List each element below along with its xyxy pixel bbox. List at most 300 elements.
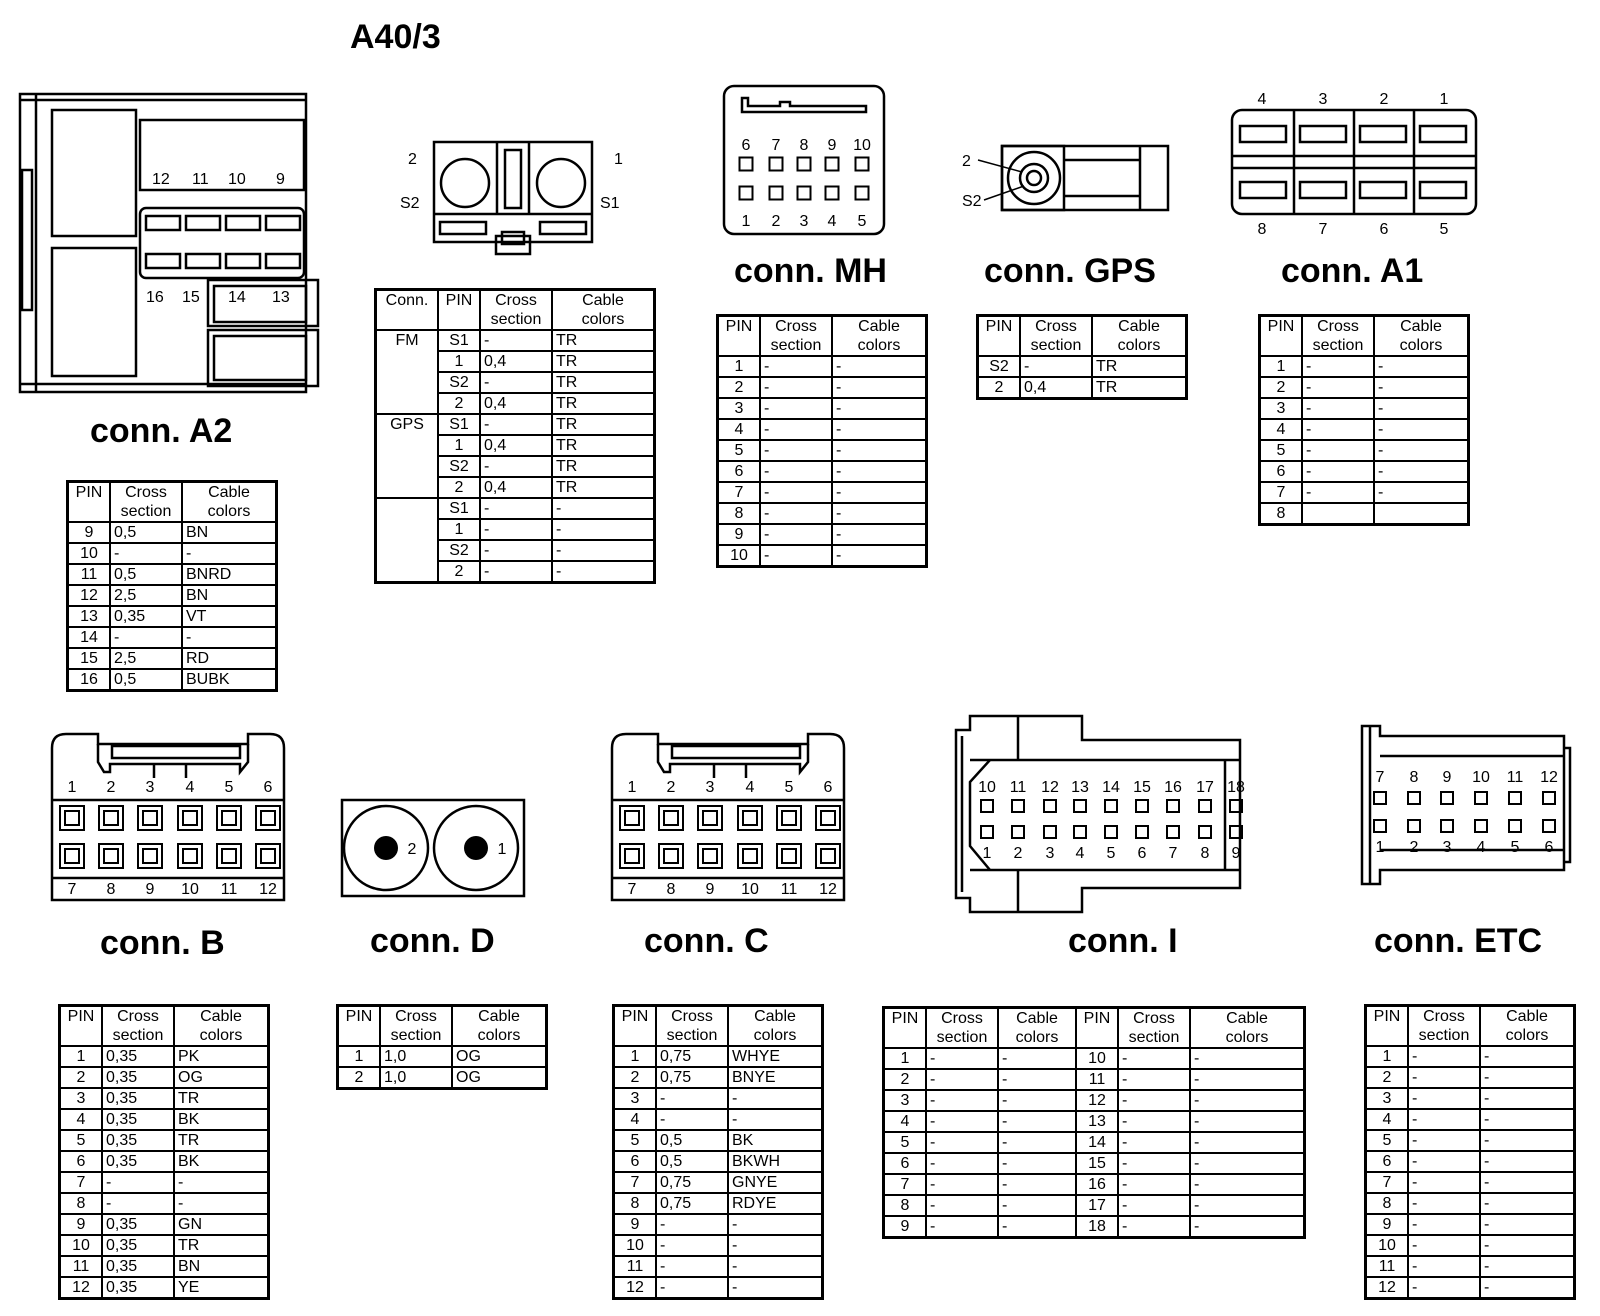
pin-cell: 2 <box>718 377 761 398</box>
cross-section-cell: - <box>1118 1195 1190 1216</box>
cable-color-cell: - <box>1480 1214 1575 1235</box>
cable-color-cell: RDYE <box>728 1193 823 1214</box>
cross-section-cell: 0,35 <box>102 1109 174 1130</box>
cable-color-cell: - <box>1480 1235 1575 1256</box>
cable-color-cell: - <box>728 1109 823 1130</box>
mh-pin-label: 1 <box>741 213 751 230</box>
i-pin-label: 7 <box>1168 845 1178 862</box>
cable-color-cell: PK <box>174 1046 269 1067</box>
pin-cell: 1 <box>884 1048 927 1069</box>
pin-cell: S2 <box>978 356 1021 377</box>
cross-section-cell: 0,75 <box>656 1046 728 1067</box>
b-pin-icon <box>183 811 197 825</box>
header-pin: PIN <box>884 1008 927 1049</box>
b-pin-icon <box>183 849 197 863</box>
pin-cell: 9 <box>718 524 761 545</box>
header-cross: Cross section <box>102 1006 174 1047</box>
c-pin-icon <box>777 806 801 830</box>
pin-cell: 3 <box>718 398 761 419</box>
cable-color-cell: - <box>832 503 927 524</box>
etc-pin-icon <box>1374 792 1386 804</box>
header-cable: Cable colors <box>552 290 655 331</box>
cable-color-cell: - <box>1190 1048 1305 1069</box>
cable-color-cell: - <box>998 1216 1076 1238</box>
cross-section-cell: - <box>760 356 832 377</box>
conn-d-pin-1-icon <box>464 836 488 860</box>
pin-cell: 16 <box>1076 1174 1118 1195</box>
b-pin-icon <box>65 811 79 825</box>
cross-section-cell: - <box>656 1277 728 1299</box>
cable-color-cell: TR <box>1092 377 1187 399</box>
pin-cell: S2 <box>438 372 480 393</box>
etc-pin-icon <box>1543 792 1555 804</box>
cross-section-cell: - <box>1408 1235 1480 1256</box>
header-pin: PIN <box>438 290 480 331</box>
i-pin-label: 1 <box>982 845 992 862</box>
a2-pin-label: 11 <box>192 171 209 188</box>
cable-color-cell: - <box>998 1153 1076 1174</box>
cross-section-cell: 0,35 <box>102 1256 174 1277</box>
header-cross: Cross section <box>1020 316 1092 357</box>
etc-pin-icon <box>1374 820 1386 832</box>
cross-section-cell: - <box>926 1174 998 1195</box>
c-pin-icon <box>659 806 683 830</box>
pin-cell: 13 <box>1076 1111 1118 1132</box>
cable-color-cell: - <box>552 519 655 540</box>
c-pin-label: 8 <box>666 881 676 898</box>
header-cable: Cable colors <box>728 1006 823 1047</box>
cross-section-cell: 2,5 <box>110 585 182 606</box>
cross-section-cell: - <box>110 543 182 564</box>
mh-pin-label: 5 <box>857 213 867 230</box>
cross-section-cell: 0,5 <box>110 522 182 543</box>
cross-section-cell: 0,5 <box>110 564 182 585</box>
cable-color-cell: BK <box>728 1130 823 1151</box>
cross-section-cell: - <box>102 1193 174 1214</box>
pin-cell: 8 <box>1366 1193 1409 1214</box>
c-pin-icon <box>743 849 757 863</box>
cable-color-cell: - <box>998 1174 1076 1195</box>
cross-section-cell: 2,5 <box>110 648 182 669</box>
cross-section-cell: - <box>656 1214 728 1235</box>
pin-cell: 15 <box>68 648 111 669</box>
etc-pin-label: 10 <box>1472 769 1490 786</box>
pin-cell: 7 <box>1260 482 1303 503</box>
cross-section-cell: 0,4 <box>480 351 552 372</box>
conn-i-title: conn. I <box>1068 922 1178 960</box>
cross-section-cell: - <box>480 498 552 519</box>
pin-cell: 3 <box>1260 398 1303 419</box>
c-pin-label: 7 <box>627 881 637 898</box>
cross-section-cell: 0,35 <box>102 1046 174 1067</box>
conn-a2-drawing <box>20 94 318 392</box>
i-pin-icon <box>1167 826 1179 838</box>
i-pin-label: 3 <box>1045 845 1055 862</box>
b-pin-icon <box>256 806 280 830</box>
b-pin-icon <box>143 811 157 825</box>
header-cable: Cable colors <box>1190 1008 1305 1049</box>
i-pin-label: 11 <box>1009 779 1027 796</box>
cable-color-cell: - <box>1480 1067 1575 1088</box>
pin-cell: 9 <box>884 1216 927 1238</box>
pin-cell: 12 <box>1366 1277 1409 1299</box>
cable-color-cell: - <box>1190 1069 1305 1090</box>
pin-cell: 5 <box>1260 440 1303 461</box>
pin-cell: 8 <box>884 1195 927 1216</box>
header-cross: Cross section <box>1118 1008 1190 1049</box>
cable-color-cell: BNRD <box>182 564 277 585</box>
cross-section-cell: 0,4 <box>1020 377 1092 399</box>
cross-section-cell: - <box>926 1069 998 1090</box>
cross-section-cell: - <box>102 1172 174 1193</box>
header-cable: Cable colors <box>1374 316 1469 357</box>
fm-gps-pin-label: 1 <box>614 151 623 168</box>
pin-cell: 11 <box>60 1256 103 1277</box>
cable-color-cell: - <box>1190 1111 1305 1132</box>
conn-d-title: conn. D <box>370 922 495 960</box>
pin-cell: 5 <box>718 440 761 461</box>
b-pin-icon <box>222 849 236 863</box>
cross-section-cell: 0,75 <box>656 1172 728 1193</box>
a1-pin-label: 4 <box>1257 91 1267 108</box>
pin-cell: 1 <box>438 351 480 372</box>
i-pin-icon <box>1044 800 1056 812</box>
cross-section-cell: 0,35 <box>102 1214 174 1235</box>
cable-color-cell: - <box>998 1090 1076 1111</box>
i-pin-label: 2 <box>1013 845 1023 862</box>
c-pin-icon <box>664 811 678 825</box>
cross-section-cell: 0,35 <box>102 1130 174 1151</box>
b-pin-icon <box>99 806 123 830</box>
cross-section-cell: - <box>926 1090 998 1111</box>
b-pin-label: 2 <box>106 779 116 796</box>
pin-cell: 1 <box>718 356 761 377</box>
cable-color-cell: - <box>1374 356 1469 377</box>
cable-color-cell: - <box>832 524 927 545</box>
cable-color-cell: - <box>1374 461 1469 482</box>
cable-color-cell: BN <box>182 522 277 543</box>
b-pin-label: 8 <box>106 881 116 898</box>
cable-color-cell: - <box>832 545 927 567</box>
conn-c-title: conn. C <box>644 922 769 960</box>
cross-section-cell: 0,35 <box>102 1067 174 1088</box>
cross-section-cell: - <box>656 1235 728 1256</box>
etc-pin-label: 12 <box>1540 769 1558 786</box>
b-pin-label: 5 <box>224 779 234 796</box>
i-pin-icon <box>981 800 993 812</box>
mh-pin-icon <box>798 158 811 171</box>
b-pin-icon <box>261 811 275 825</box>
c-pin-icon <box>659 844 683 868</box>
b-pin-icon <box>222 811 236 825</box>
cable-color-cell: - <box>1374 398 1469 419</box>
cross-section-cell: - <box>480 456 552 477</box>
cable-color-cell: TR <box>552 477 655 498</box>
c-pin-label: 9 <box>705 881 715 898</box>
pin-cell: 6 <box>60 1151 103 1172</box>
pin-cell: 2 <box>438 477 480 498</box>
cable-color-cell: TR <box>1092 356 1187 377</box>
header-cable: Cable colors <box>1092 316 1187 357</box>
pin-cell: 12 <box>60 1277 103 1299</box>
a2-pin-label: 15 <box>182 289 200 306</box>
cable-color-cell: - <box>182 627 277 648</box>
pin-cell: 7 <box>614 1172 657 1193</box>
cross-section-cell: - <box>1302 356 1374 377</box>
cross-section-cell: - <box>1302 398 1374 419</box>
pin-cell: 10 <box>1076 1048 1118 1069</box>
etc-pin-icon <box>1509 792 1521 804</box>
pin-cell: 15 <box>1076 1153 1118 1174</box>
c-pin-icon <box>664 849 678 863</box>
cross-section-cell: 0,5 <box>656 1151 728 1172</box>
cable-color-cell: GN <box>174 1214 269 1235</box>
pin-cell: 1 <box>438 435 480 456</box>
pin-cell: 2 <box>1366 1067 1409 1088</box>
pin-cell: 9 <box>1366 1214 1409 1235</box>
cable-color-cell: - <box>1374 419 1469 440</box>
etc-pin-icon <box>1441 792 1453 804</box>
pin-cell: 1 <box>1366 1046 1409 1067</box>
pin-cell: 3 <box>60 1088 103 1109</box>
a1-pin-label: 2 <box>1379 91 1389 108</box>
pin-cell: 11 <box>1366 1256 1409 1277</box>
cross-section-cell: - <box>480 330 552 351</box>
pin-cell: 6 <box>1366 1151 1409 1172</box>
i-pin-label: 6 <box>1137 845 1147 862</box>
pin-cell: 17 <box>1076 1195 1118 1216</box>
c-pin-icon <box>620 844 644 868</box>
pin-cell: 18 <box>1076 1216 1118 1238</box>
cross-section-cell: - <box>926 1216 998 1238</box>
cable-color-cell: - <box>552 540 655 561</box>
conn-a2-title: conn. A2 <box>90 412 233 450</box>
i-pin-icon <box>1136 826 1148 838</box>
c-pin-icon <box>821 849 835 863</box>
conn-i-drawing <box>956 716 1240 912</box>
pin-cell: 6 <box>884 1153 927 1174</box>
etc-pin-label: 4 <box>1476 839 1486 856</box>
a2-pin-label: 10 <box>228 171 246 188</box>
pin-cell: 2 <box>338 1067 381 1089</box>
i-pin-icon <box>981 826 993 838</box>
c-pin-icon <box>782 811 796 825</box>
cable-color-cell: - <box>1190 1195 1305 1216</box>
cable-color-cell: YE <box>174 1277 269 1299</box>
header-pin: PIN <box>1076 1008 1118 1049</box>
cross-section-cell: - <box>1118 1069 1190 1090</box>
pin-cell: 2 <box>884 1069 927 1090</box>
c-pin-icon <box>738 806 762 830</box>
a1-pin-label: 6 <box>1379 221 1389 238</box>
cable-color-cell: - <box>1480 1130 1575 1151</box>
pin-cell: 10 <box>1366 1235 1409 1256</box>
pin-cell: 3 <box>884 1090 927 1111</box>
pin-cell: 16 <box>68 669 111 691</box>
etc-pin-label: 6 <box>1544 839 1554 856</box>
b-pin-icon <box>217 806 241 830</box>
b-pin-icon <box>178 806 202 830</box>
pin-cell: 3 <box>614 1088 657 1109</box>
cross-section-cell: - <box>1118 1132 1190 1153</box>
cross-section-cell: 0,35 <box>110 606 182 627</box>
pin-cell: 4 <box>614 1109 657 1130</box>
pin-cell: 2 <box>438 561 480 583</box>
pin-cell: 8 <box>1260 503 1303 525</box>
c-pin-icon <box>698 844 722 868</box>
cross-section-cell: - <box>1020 356 1092 377</box>
header-cable: Cable colors <box>1480 1006 1575 1047</box>
pin-cell: 7 <box>1366 1172 1409 1193</box>
cross-section-cell: - <box>1408 1130 1480 1151</box>
b-pin-icon <box>217 844 241 868</box>
i-pin-icon <box>1199 826 1211 838</box>
gps-pin-label: S2 <box>962 193 982 210</box>
cross-section-cell: - <box>760 398 832 419</box>
i-pin-label: 9 <box>1231 845 1241 862</box>
etc-pin-icon <box>1408 792 1420 804</box>
cable-color-cell: - <box>998 1111 1076 1132</box>
cross-section-cell: - <box>1302 482 1374 503</box>
pin-cell: S1 <box>438 330 480 351</box>
cross-section-cell: - <box>926 1195 998 1216</box>
header-cable: Cable colors <box>832 316 927 357</box>
header-conn: Conn. <box>376 290 439 331</box>
c-pin-icon <box>625 811 639 825</box>
cable-color-cell: - <box>728 1256 823 1277</box>
pin-cell: 2 <box>614 1067 657 1088</box>
pin-cell: 4 <box>884 1111 927 1132</box>
mh-pin-icon <box>826 158 839 171</box>
cable-color-cell: BNYE <box>728 1067 823 1088</box>
i-pin-icon <box>1105 826 1117 838</box>
cable-color-cell: TR <box>174 1088 269 1109</box>
fm-gps-pin-label: S2 <box>400 195 420 212</box>
a2-pin-label: 13 <box>272 289 290 306</box>
etc-pin-icon <box>1475 820 1487 832</box>
cross-section-cell: - <box>1302 461 1374 482</box>
cross-section-cell: - <box>760 545 832 567</box>
pin-cell: 7 <box>884 1174 927 1195</box>
cross-section-cell: - <box>760 461 832 482</box>
header-cross: Cross section <box>480 290 552 331</box>
b-pin-label: 3 <box>145 779 155 796</box>
cable-color-cell: - <box>1190 1153 1305 1174</box>
pin-cell: 8 <box>60 1193 103 1214</box>
c-pin-icon <box>821 811 835 825</box>
cross-section-cell: 0,75 <box>656 1067 728 1088</box>
mh-pin-icon <box>856 187 869 200</box>
b-pin-label: 6 <box>263 779 273 796</box>
header-cross: Cross section <box>1302 316 1374 357</box>
pin-cell: 5 <box>884 1132 927 1153</box>
mh-pin-label: 9 <box>827 137 837 154</box>
pin-cell: 1 <box>614 1046 657 1067</box>
i-pin-label: 4 <box>1075 845 1085 862</box>
cross-section-cell: - <box>656 1256 728 1277</box>
cross-section-cell: 0,4 <box>480 477 552 498</box>
mh-pin-icon <box>740 158 753 171</box>
cross-section-cell: - <box>1118 1048 1190 1069</box>
pin-cell: 14 <box>1076 1132 1118 1153</box>
cable-color-cell: - <box>728 1277 823 1299</box>
mh-pin-label: 3 <box>799 213 809 230</box>
cross-section-cell: - <box>656 1109 728 1130</box>
cable-color-cell: - <box>998 1048 1076 1069</box>
cable-color-cell: - <box>1480 1109 1575 1130</box>
b-pin-label: 11 <box>220 881 238 898</box>
c-pin-label: 4 <box>745 779 755 796</box>
header-cable: Cable colors <box>998 1008 1076 1049</box>
mh-pin-icon <box>770 187 783 200</box>
cable-color-cell: BUBK <box>182 669 277 691</box>
pin-cell: 1 <box>338 1046 381 1067</box>
b-pin-icon <box>261 849 275 863</box>
cross-section-cell: - <box>1118 1174 1190 1195</box>
c-pin-icon <box>620 806 644 830</box>
mh-pin-icon <box>856 158 869 171</box>
header-pin: PIN <box>68 482 111 523</box>
a1-pin-label: 8 <box>1257 221 1267 238</box>
etc-pin-label: 11 <box>1506 769 1524 786</box>
cable-color-cell: - <box>728 1214 823 1235</box>
pin-cell: 4 <box>60 1109 103 1130</box>
cable-color-cell: - <box>832 461 927 482</box>
b-pin-label: 4 <box>185 779 195 796</box>
pin-cell: 8 <box>718 503 761 524</box>
b-pin-icon <box>178 844 202 868</box>
b-pin-label: 10 <box>181 881 199 898</box>
cable-color-cell: - <box>1190 1174 1305 1195</box>
pin-cell: 1 <box>60 1046 103 1067</box>
cable-color-cell: - <box>552 561 655 583</box>
b-pin-icon <box>60 806 84 830</box>
c-pin-icon <box>816 844 840 868</box>
a1-pin-label: 1 <box>1439 91 1449 108</box>
cable-color-cell: VT <box>182 606 277 627</box>
cross-section-cell: - <box>480 561 552 583</box>
a2-pin-label: 14 <box>228 289 246 306</box>
pin-cell: 12 <box>1076 1090 1118 1111</box>
c-pin-label: 11 <box>780 881 798 898</box>
cross-section-cell: 0,35 <box>102 1151 174 1172</box>
cross-section-cell: - <box>760 419 832 440</box>
i-pin-icon <box>1074 826 1086 838</box>
cable-color-cell: - <box>1190 1216 1305 1238</box>
cross-section-cell: - <box>1408 1109 1480 1130</box>
cross-section-cell: - <box>926 1111 998 1132</box>
cross-section-cell: 1,0 <box>380 1067 452 1089</box>
cable-color-cell: TR <box>552 456 655 477</box>
a2-pin-label: 16 <box>146 289 164 306</box>
cable-color-cell: - <box>832 419 927 440</box>
a1-pin-label: 7 <box>1318 221 1328 238</box>
cable-color-cell: - <box>832 377 927 398</box>
pin-cell: 9 <box>614 1214 657 1235</box>
cross-section-cell: 0,4 <box>480 393 552 414</box>
etc-pin-label: 8 <box>1409 769 1419 786</box>
header-pin: PIN <box>338 1006 381 1047</box>
cable-color-cell: BKWH <box>728 1151 823 1172</box>
b-pin-icon <box>60 844 84 868</box>
mh-pin-label: 10 <box>853 137 871 154</box>
conn-d-pin-2-icon <box>374 836 398 860</box>
pin-cell: 1 <box>438 519 480 540</box>
b-pin-icon <box>65 849 79 863</box>
header-pin: PIN <box>978 316 1021 357</box>
cross-section-cell: - <box>1408 1088 1480 1109</box>
d-pin-label: 1 <box>497 841 507 858</box>
